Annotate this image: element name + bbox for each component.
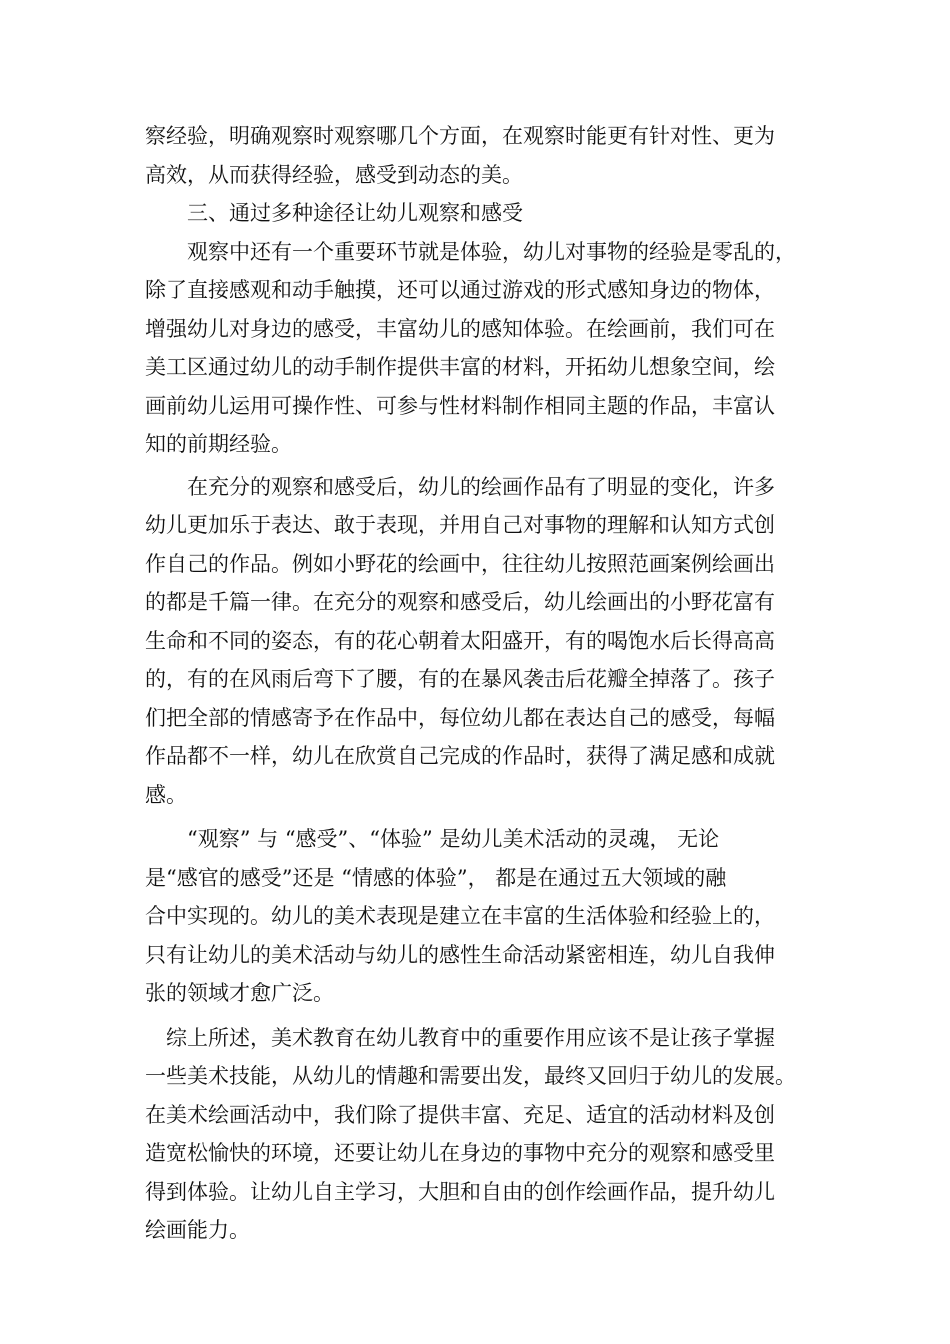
paragraph-continuation — [145, 117, 825, 194]
text-line: 知的前期经验。 — [145, 432, 292, 456]
text-line: 除了直接感观和动手触摸，还可以通过游戏的形式感知身边的物体， — [145, 278, 775, 302]
text-line: 在充分的观察和感受后，幼儿的绘画作品有了明显的变化，许多 — [145, 474, 775, 499]
text-line: 合中实现的。幼儿的美术表现是建立在丰富的生活体验和经验上的， — [145, 904, 775, 928]
text-line: “观察” 与 “感受”、“体验” 是幼儿美术活动的灵魂， 无论 — [145, 827, 720, 851]
paragraph-conclusion — [145, 1019, 825, 1250]
text-line: 在美术绘画活动中，我们除了提供丰富、充足、适宜的活动材料及创 — [145, 1102, 775, 1127]
document-page — [145, 117, 825, 1250]
paragraph-changes — [145, 468, 825, 815]
text-line: 生命和不同的姿态，有的花心朝着太阳盛开，有的喝饱水后长得高高 — [145, 628, 775, 653]
text-line: 绘画能力。 — [145, 1218, 250, 1242]
text-line: 张的领域才愈广泛。 — [145, 981, 334, 1005]
heading-line: 三、通过多种途径让幼儿观察和感受 — [145, 201, 523, 225]
text-line: 观察中还有一个重要环节就是体验，幼儿对事物的经验是零乱的， — [145, 239, 796, 264]
text-line: 高效，从而获得经验，感受到动态的美。 — [145, 162, 523, 187]
text-line: 造宽松愉快的环境，还要让幼儿在身边的事物中充分的观察和感受里 — [145, 1141, 775, 1165]
text-line: 画前幼儿运用可操作性、可参与性材料制作相同主题的作品，丰富认 — [145, 393, 775, 418]
text-line: 作品都不一样，幼儿在欣赏自己完成的作品时，获得了满足感和成就 — [145, 744, 775, 768]
text-line: 只有让幼儿的美术活动与幼儿的感性生命活动紧密相连，幼儿自我伸 — [145, 942, 775, 967]
section-heading — [145, 194, 825, 233]
text-line: 综上所述，美术教育在幼儿教育中的重要作用应该不是让孩子掌握 — [145, 1025, 775, 1050]
text-line: 感。 — [145, 782, 187, 807]
text-line: 的，有的在风雨后弯下了腰，有的在暴风袭击后花瓣全掉落了。孩子 — [145, 667, 775, 691]
text-line: 的都是千篇一律。在充分的观察和感受后，幼儿绘画出的小野花富有 — [145, 590, 775, 614]
text-line: 察经验，明确观察时观察哪几个方面，在观察时能更有针对性、更为 — [145, 124, 775, 148]
text-line: 们把全部的情感寄予在作品中，每位幼儿都在表达自己的感受，每幅 — [145, 705, 775, 730]
text-line: 增强幼儿对身边的感受，丰富幼儿的感知体验。在绘画前，我们可在 — [145, 316, 775, 341]
text-line: 得到体验。让幼儿自主学习，大胆和自由的创作绘画作品，提升幼儿 — [145, 1179, 775, 1204]
text-line: 幼儿更加乐于表达、敢于表现，并用自己对事物的理解和认知方式创 — [145, 513, 775, 537]
paragraph-soul — [145, 820, 825, 1013]
text-line: 一些美术技能，从幼儿的情趣和需要出发，最终又回归于幼儿的发展。 — [145, 1064, 796, 1088]
text-line: 是“感官的感受”还是 “情感的体验”， 都是在通过五大领域的融 — [145, 865, 727, 890]
text-line: 美工区通过幼儿的动手制作提供丰富的材料，开拓幼儿想象空间，绘 — [145, 355, 775, 379]
paragraph-experience — [145, 233, 825, 464]
text-line: 作自己的作品。例如小野花的绘画中，往往幼儿按照范画案例绘画出 — [145, 551, 775, 576]
